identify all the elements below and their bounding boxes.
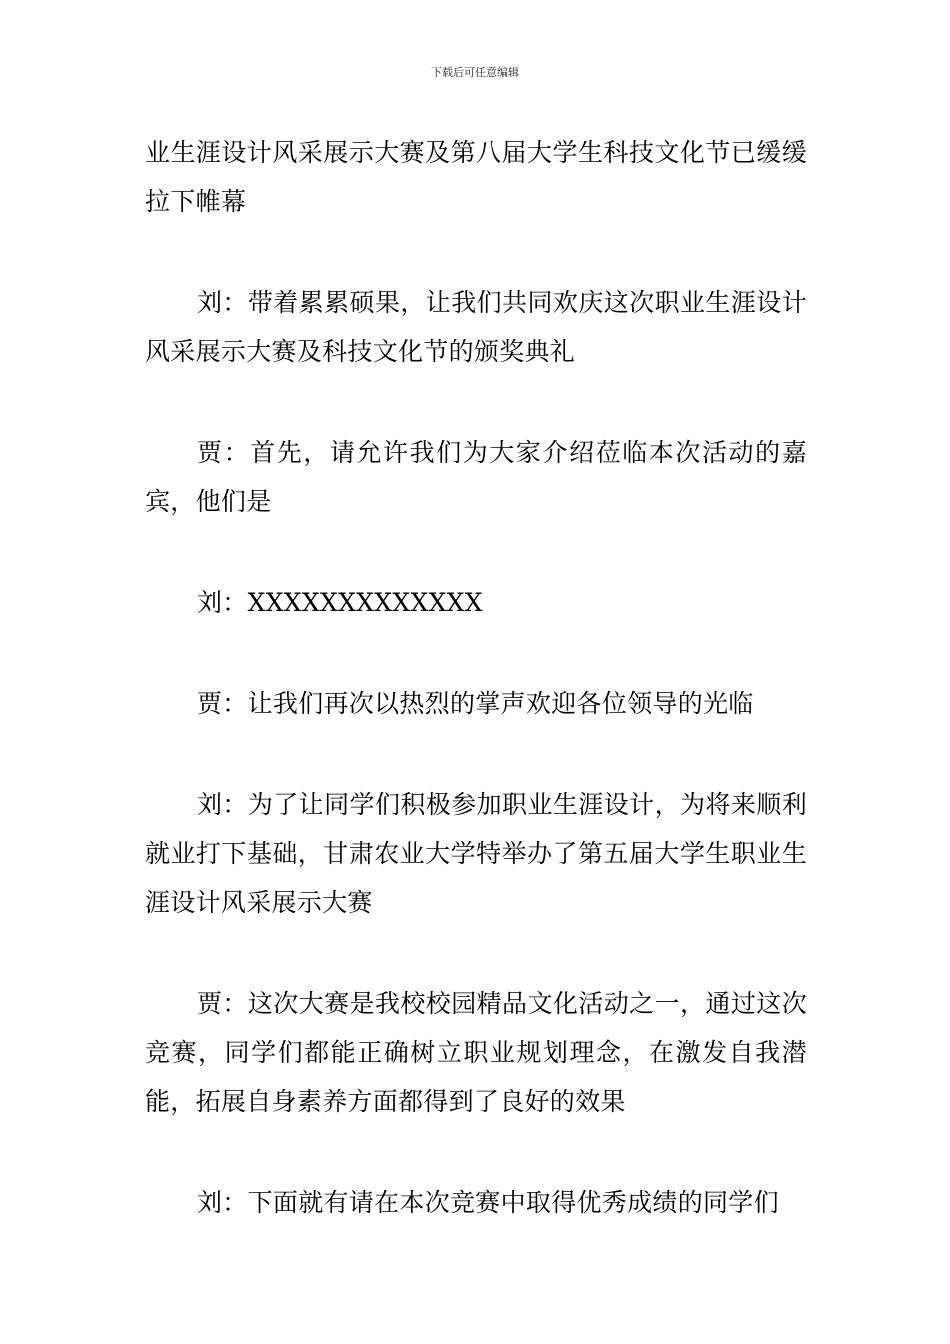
paragraph-dialogue: 贾：让我们再次以热烈的掌声欢迎各位领导的光临 [197, 689, 754, 718]
paragraph-continuation: 业生涯设计风采展示大赛及第八届大学生科技文化节已缓缓拉下帷幕 [145, 138, 807, 216]
paragraph-dialogue: 刘：下面就有请在本次竞赛中取得优秀成绩的同学们 [197, 1188, 779, 1217]
document-body [145, 128, 807, 1279]
paragraph-dialogue: 刘：带着累累硕果，让我们共同欢庆这次职业生涯设计风采展示大赛及科技文化节的颁奖典礼 [145, 288, 807, 366]
paragraph-dialogue: 刘：为了让同学们积极参加职业生涯设计，为将来顺利就业打下基础，甘肃农业大学特举办了第五届大学生职业生涯设计风采展示大赛 [145, 790, 807, 917]
page-header: 下载后可任意编辑 [431, 66, 519, 79]
paragraph-dialogue: 刘：XXXXXXXXXXXXX [197, 588, 483, 617]
paragraph-dialogue: 贾：这次大赛是我校校园精品文化活动之一，通过这次竞赛，同学们都能正确树立职业规划理念，在激发自我潜能，拓展自身素养方面都得到了良好的效果 [145, 989, 807, 1116]
paragraph-dialogue: 贾：首先，请允许我们为大家介绍莅临本次活动的嘉宾，他们是 [145, 438, 807, 516]
